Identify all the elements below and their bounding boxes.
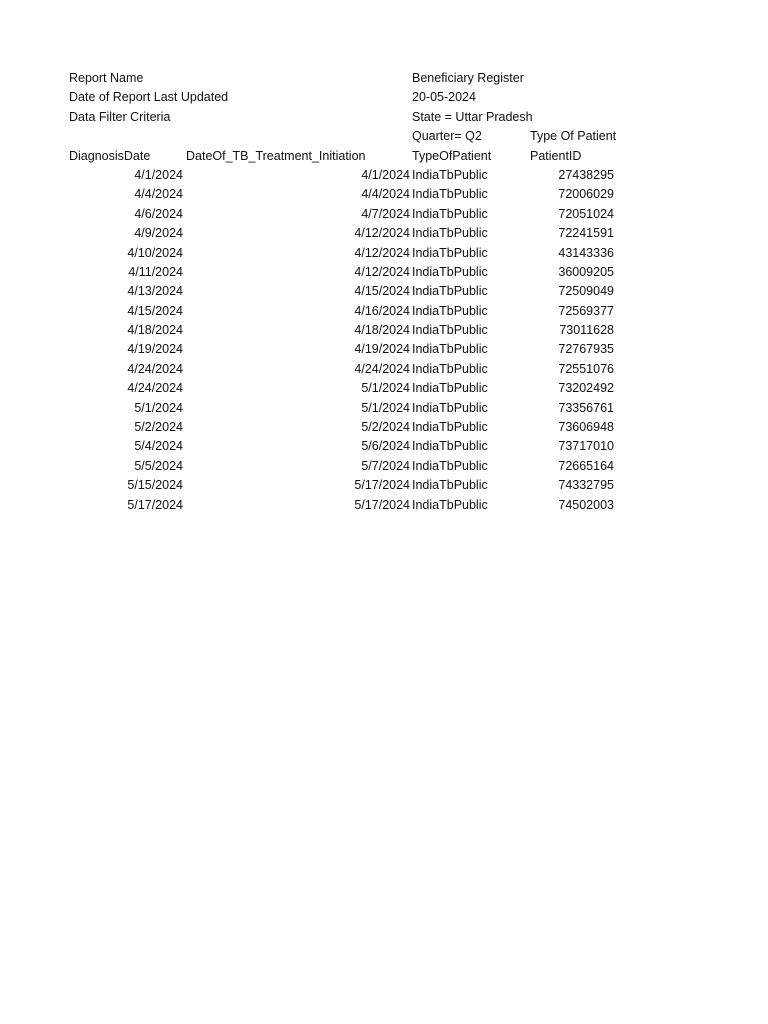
cell-diagnosis-date: 5/2/2024 <box>134 420 183 435</box>
cell-treatment-initiation-date: 5/1/2024 <box>361 400 410 415</box>
cell-diagnosis-date: 4/1/2024 <box>134 167 183 182</box>
table-header-row <box>0 147 768 166</box>
cell-treatment-initiation-date: 5/2/2024 <box>361 420 410 435</box>
table-row <box>0 476 768 495</box>
cell-treatment-initiation-date: 4/19/2024 <box>354 342 410 357</box>
cell-diagnosis-date: 4/24/2024 <box>127 381 183 396</box>
cell-type-of-patient: IndiaTbPublic <box>412 284 488 299</box>
cell-patient-id: 72551076 <box>558 361 614 376</box>
header-type-of-patient: TypeOfPatient <box>412 148 492 163</box>
table-row <box>0 302 768 321</box>
cell-treatment-initiation-date: 4/4/2024 <box>361 187 410 202</box>
report-name-row <box>0 69 768 88</box>
table-body <box>0 166 768 515</box>
cell-type-of-patient: IndiaTbPublic <box>412 381 488 396</box>
cell-diagnosis-date: 4/15/2024 <box>127 303 183 318</box>
cell-treatment-initiation-date: 5/17/2024 <box>354 497 410 512</box>
cell-patient-id: 72051024 <box>558 206 614 221</box>
cell-treatment-initiation-date: 4/12/2024 <box>354 226 410 241</box>
cell-diagnosis-date: 5/1/2024 <box>134 400 183 415</box>
report-updated-row <box>0 88 768 107</box>
cell-patient-id: 72509049 <box>558 284 614 299</box>
report-updated-label: Date of Report Last Updated <box>69 90 229 105</box>
cell-diagnosis-date: 5/15/2024 <box>127 478 183 493</box>
header-diagnosis-date: DiagnosisDate <box>69 148 151 163</box>
cell-treatment-initiation-date: 4/1/2024 <box>361 167 410 182</box>
table-row <box>0 399 768 418</box>
cell-patient-id: 72241591 <box>558 226 614 241</box>
cell-patient-id: 27438295 <box>558 167 614 182</box>
report-updated-value: 20-05-2024 <box>412 90 476 105</box>
cell-patient-id: 74332795 <box>558 478 614 493</box>
cell-type-of-patient: IndiaTbPublic <box>412 400 488 415</box>
table-row <box>0 263 768 282</box>
cell-diagnosis-date: 4/9/2024 <box>134 226 183 241</box>
cell-patient-id: 73202492 <box>558 381 614 396</box>
cell-type-of-patient: IndiaTbPublic <box>412 264 488 279</box>
cell-patient-id: 73606948 <box>558 420 614 435</box>
cell-type-of-patient: IndiaTbPublic <box>412 342 488 357</box>
cell-type-of-patient: IndiaTbPublic <box>412 303 488 318</box>
cell-patient-id: 43143336 <box>558 245 614 260</box>
spreadsheet <box>0 69 768 515</box>
cell-treatment-initiation-date: 4/12/2024 <box>354 264 410 279</box>
cell-type-of-patient: IndiaTbPublic <box>412 323 488 338</box>
filter-patient-type-value: Type Of Patient <box>530 129 617 144</box>
cell-treatment-initiation-date: 5/6/2024 <box>361 439 410 454</box>
cell-patient-id: 73356761 <box>558 400 614 415</box>
cell-diagnosis-date: 4/6/2024 <box>134 206 183 221</box>
table-row <box>0 224 768 243</box>
filter-criteria-row <box>0 108 768 127</box>
cell-patient-id: 74502003 <box>558 497 614 512</box>
table-row <box>0 205 768 224</box>
filter-criteria-label: Data Filter Criteria <box>69 109 171 124</box>
cell-treatment-initiation-date: 5/1/2024 <box>361 381 410 396</box>
table-row <box>0 321 768 340</box>
cell-type-of-patient: IndiaTbPublic <box>412 206 488 221</box>
cell-treatment-initiation-date: 4/15/2024 <box>354 284 410 299</box>
cell-type-of-patient: IndiaTbPublic <box>412 420 488 435</box>
cell-diagnosis-date: 5/5/2024 <box>134 458 183 473</box>
cell-type-of-patient: IndiaTbPublic <box>412 226 488 241</box>
cell-patient-id: 72569377 <box>558 303 614 318</box>
header-patient-id: PatientID <box>530 148 582 163</box>
cell-treatment-initiation-date: 4/18/2024 <box>354 323 410 338</box>
cell-patient-id: 72767935 <box>558 342 614 357</box>
cell-treatment-initiation-date: 4/12/2024 <box>354 245 410 260</box>
cell-type-of-patient: IndiaTbPublic <box>412 497 488 512</box>
cell-patient-id: 73717010 <box>558 439 614 454</box>
cell-patient-id: 73011628 <box>559 323 614 338</box>
report-name-value: Beneficiary Register <box>412 71 524 85</box>
cell-treatment-initiation-date: 5/17/2024 <box>354 478 410 493</box>
table-row <box>0 379 768 398</box>
cell-diagnosis-date: 5/4/2024 <box>134 439 183 454</box>
table-row <box>0 282 768 301</box>
cell-diagnosis-date: 4/11/2024 <box>128 264 183 279</box>
cell-diagnosis-date: 4/10/2024 <box>127 245 183 260</box>
cell-type-of-patient: IndiaTbPublic <box>412 245 488 260</box>
cell-diagnosis-date: 5/17/2024 <box>127 497 183 512</box>
cell-type-of-patient: IndiaTbPublic <box>412 187 488 202</box>
cell-patient-id: 36009205 <box>558 264 614 279</box>
filter-quarter-value: Quarter= Q2 <box>412 129 482 144</box>
table-row <box>0 418 768 437</box>
cell-type-of-patient: IndiaTbPublic <box>412 439 488 454</box>
cell-patient-id: 72006029 <box>558 187 614 202</box>
cell-type-of-patient: IndiaTbPublic <box>412 458 488 473</box>
table-row <box>0 457 768 476</box>
filter-state-value: State = Uttar Pradesh <box>412 109 533 124</box>
table-row <box>0 166 768 185</box>
report-name-label: Report Name <box>69 71 144 85</box>
cell-treatment-initiation-date: 4/16/2024 <box>354 303 410 318</box>
cell-diagnosis-date: 4/18/2024 <box>127 323 183 338</box>
table-row <box>0 360 768 379</box>
cell-treatment-initiation-date: 4/7/2024 <box>361 206 410 221</box>
filter-quarter-row <box>0 127 768 146</box>
cell-diagnosis-date: 4/24/2024 <box>127 361 183 376</box>
cell-patient-id: 72665164 <box>558 458 614 473</box>
cell-type-of-patient: IndiaTbPublic <box>412 361 488 376</box>
cell-type-of-patient: IndiaTbPublic <box>412 167 488 182</box>
table-row <box>0 185 768 204</box>
table-row <box>0 496 768 515</box>
header-treatment-initiation-date: DateOf_TB_Treatment_Initiation <box>186 148 366 163</box>
table-row <box>0 437 768 456</box>
cell-treatment-initiation-date: 5/7/2024 <box>361 458 410 473</box>
cell-diagnosis-date: 4/19/2024 <box>127 342 183 357</box>
cell-type-of-patient: IndiaTbPublic <box>412 478 488 493</box>
cell-diagnosis-date: 4/4/2024 <box>134 187 183 202</box>
table-row <box>0 244 768 263</box>
cell-diagnosis-date: 4/13/2024 <box>127 284 183 299</box>
cell-treatment-initiation-date: 4/24/2024 <box>354 361 410 376</box>
table-row <box>0 340 768 359</box>
